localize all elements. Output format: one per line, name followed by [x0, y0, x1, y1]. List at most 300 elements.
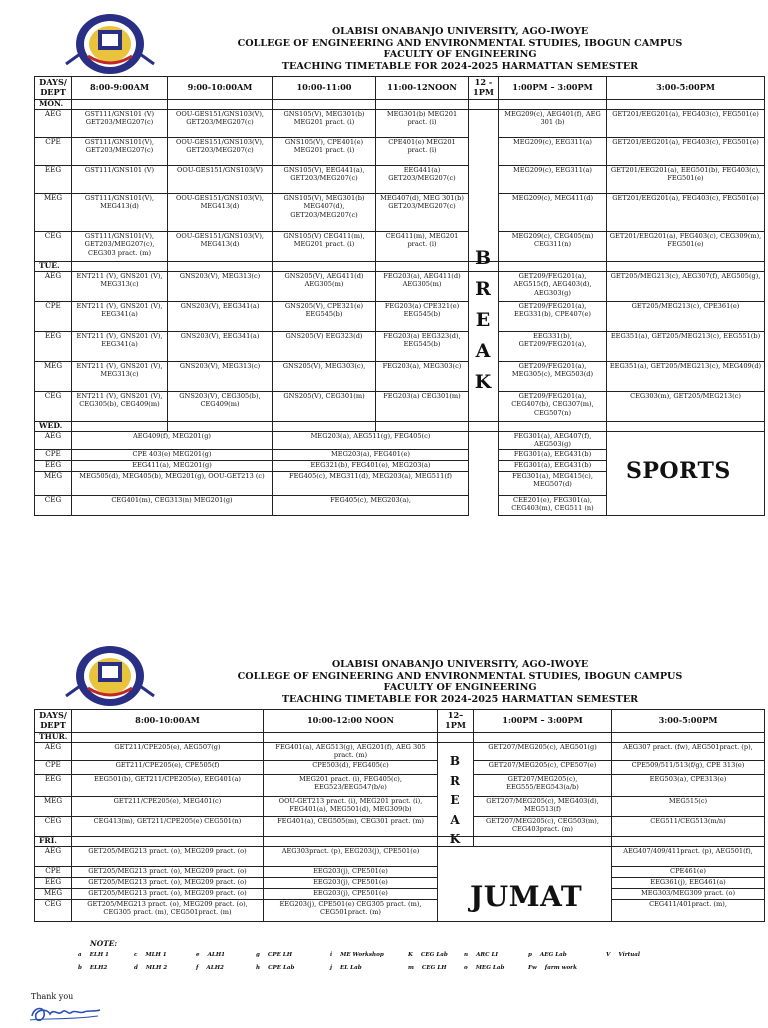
header-slot: 3:00-5:00PM [607, 77, 765, 100]
course-cell: GST111/GNS101(V), MEG413(d) [72, 194, 168, 232]
course-cell: OOU-GES151/GNS103(V), GET203/MEG207(c) [168, 110, 273, 138]
thursday-block [35, 733, 765, 837]
course-cell: FEG301(a), AEG407(f), AEG503(g) [499, 432, 607, 450]
course-cell: MEG203(a), FEG401(e) [273, 450, 469, 461]
day-row [35, 100, 765, 110]
venue-key-item [528, 952, 567, 958]
course-cell: GET207/MEG205(c), AEG501(g) [474, 743, 612, 761]
venue-code: V [606, 952, 611, 958]
empty-cell [273, 262, 376, 272]
course-cell: MEG407(d), MEG 301(b) GET203/MEG207(c) [376, 194, 469, 232]
break-letter: R [450, 773, 460, 788]
course-cell: GET207/MEG205(c), MEG403(d), MEG513(f) [474, 797, 612, 817]
venue-key-item [256, 952, 292, 958]
break-letter: R [475, 278, 491, 300]
venue-code: i [330, 952, 333, 958]
break-letter: A [475, 340, 491, 362]
course-cell: GET209/FEG201(a), CEG407(b), CEG307(m), CEG507(n) [499, 392, 607, 422]
course-cell: EEG331(b), GET209/FEG201(a), [499, 332, 607, 362]
table-row [35, 166, 765, 194]
header-slot: 11:00-12NOON [376, 77, 469, 100]
dept-label: AEG [35, 743, 72, 761]
venue-name: ARC LI [476, 952, 499, 958]
course-cell: OOU-GES151/GNS103(V), MEG413(d) [168, 232, 273, 262]
course-cell: FEG405(c), MEG203(a), [273, 496, 469, 516]
venue-code: p [528, 952, 532, 958]
table-header-row [35, 77, 765, 100]
course-cell: CPE461(e) [612, 867, 765, 878]
venue-key-item [606, 952, 640, 958]
course-cell: ENT211 (V), GNS201 (V), EEG341(a) [72, 332, 168, 362]
course-cell: EEG321(b), FEG401(e), MEG203(a) [273, 461, 469, 472]
faculty-name: FACULTY OF ENGINEERING [383, 682, 537, 694]
dept-label: EEG [35, 878, 72, 889]
venue-code: j [330, 965, 333, 971]
course-cell: MEG203(a), AEG511(g), FEG405(c) [273, 432, 469, 450]
venue-name: MLH 1 [145, 952, 167, 958]
table-row [35, 775, 765, 797]
header-slot: 8:00-9:00AM [72, 77, 168, 100]
break-letter: K [449, 832, 461, 846]
break-cell [469, 496, 499, 516]
break-letter: K [474, 371, 492, 393]
course-cell: ENT211 (V), GNS201 (V), MEG313(c) [72, 272, 168, 302]
course-cell: EEG361(j), EEG461(a) [612, 878, 765, 889]
empty-cell [168, 422, 273, 432]
course-cell: CEG303(m), GET205/MEG213(c) [607, 392, 765, 422]
empty-cell [72, 837, 264, 847]
header-slot: 1:00PM – 3:00PM [499, 77, 607, 100]
course-cell: GET211/CPE205(e), CPE505(f) [72, 761, 264, 775]
course-cell: GET211/CPE205(e), AEG507(g) [72, 743, 264, 761]
header-break: 12– 1PM [438, 710, 474, 733]
table-row [35, 272, 765, 302]
dept-label: MEG [35, 889, 72, 900]
course-cell: MEG209(c), MEG411(d) [499, 194, 607, 232]
empty-cell [72, 100, 168, 110]
dept-label: MEG [35, 472, 72, 496]
course-cell: EEG203(j), CPE501(e) [264, 867, 438, 878]
dept-label: CEG [35, 817, 72, 837]
break-letter: B [449, 754, 461, 768]
course-cell: EEG203(j), CPE501(e) [264, 889, 438, 900]
college-name: COLLEGE OF ENGINEERING AND ENVIRONMENTAL STUDIES, IBOGUN CAMPUS [237, 670, 683, 682]
tuesday-block [35, 262, 765, 422]
university-logo [58, 642, 162, 710]
page-header [170, 659, 750, 705]
venue-key-item [196, 965, 224, 971]
course-cell: MEG303/MEG309 pract. (o) [612, 889, 765, 900]
course-cell: FEG405(c), MEG311(d), MEG203(a), MEG511(f) [273, 472, 469, 496]
venue-name: MLH 2 [145, 965, 168, 971]
course-cell: GET201/EEG201(a), FEG403(c), FEG501(e) [607, 110, 765, 138]
venue-code: o [464, 965, 468, 971]
venue-key-item [134, 952, 167, 958]
course-cell: GET207/MEG205(c), CEG503(m), CEG403pract. (m) [474, 817, 612, 837]
course-cell: GNS203(V), MEG313(c) [168, 362, 273, 392]
venue-code: d [134, 965, 138, 971]
course-cell: GET205/MEG213 pract. (o), MEG209 pract. (o), CEG305 pract. (m), CEG501pract. (m) [72, 900, 264, 922]
table-row [35, 797, 765, 817]
course-cell: GST111/GNS101 (V) [72, 166, 168, 194]
course-cell: EEG411(a), MEG201(g) [72, 461, 273, 472]
table-row [35, 194, 765, 232]
course-cell: GET205/MEG213 pract. (o), MEG209 pract. (o) [72, 847, 264, 867]
venue-name: ME Workshop [340, 952, 384, 958]
friday-block [35, 837, 765, 922]
venue-name: CPE LH [267, 952, 293, 958]
dept-label: CPE [35, 138, 72, 166]
timetable-title: TEACHING TIMETABLE FOR 2024-2025 HARMATTAN SEMESTER [281, 60, 639, 72]
course-cell: GNS203(V), EEG341(a) [168, 332, 273, 362]
course-cell: GNS203(V), MEG313(c) [168, 272, 273, 302]
course-cell: GET201/EEG201(a), FEG403(c), CEG309(m), FEG501(e) [607, 232, 765, 262]
break-cell [469, 138, 499, 166]
course-cell: GET209/FEG201(a), AEG515(f), AEG403(d), AEG303(g) [499, 272, 607, 302]
course-cell: GNS205(V), CEG301(m) [273, 392, 376, 422]
header-days-dept: DAYS/ DEPT [35, 77, 72, 100]
course-cell: CPE509/511/513(f/g), CPE 313(e) [612, 761, 765, 775]
course-cell: GNS205(V) EEG323(d) [273, 332, 376, 362]
day-label: FRI. [35, 837, 72, 847]
empty-cell [469, 100, 499, 110]
course-cell: OOU-GES151/GNS103(V) [168, 166, 273, 194]
dept-label: CPE [35, 450, 72, 461]
table-row [35, 138, 765, 166]
course-cell: FEG301(a), MEG415(c), MEG507(d) [499, 472, 607, 496]
dept-label: EEG [35, 775, 72, 797]
course-cell: GNS205(V), CPE321(e) EEG545(b) [273, 302, 376, 332]
course-cell: GNS203(V), CEG305(b), CEG409(m) [168, 392, 273, 422]
table-row [35, 817, 765, 837]
dept-label: AEG [35, 847, 72, 867]
empty-cell [376, 422, 469, 432]
college-name: COLLEGE OF ENGINEERING AND ENVIRONMENTAL STUDIES, IBOGUN CAMPUS [237, 37, 683, 49]
venue-key-item [330, 952, 384, 958]
table-row [35, 432, 765, 450]
empty-cell [612, 837, 765, 847]
venue-name: EL Lab [340, 965, 362, 971]
header-slot: 10:00-12:00 NOON [264, 710, 438, 733]
venue-name: CEG Lab [420, 952, 448, 958]
course-cell: CEG411(m), MEG201 pract. (i) [376, 232, 469, 262]
course-cell: FEG203(a) CEG301(m) [376, 392, 469, 422]
day-label: WED. [35, 422, 72, 432]
course-cell: CEE201(e), FEG301(a), CEG403(m), CEG511 (n) [499, 496, 607, 516]
venue-name: CEG LH [421, 965, 447, 971]
course-cell: OOU-GES151/GNS103(V), MEG413(d) [168, 194, 273, 232]
course-cell: EEG351(a), GET205/MEG213(c), EEG551(b) [607, 332, 765, 362]
course-cell: GET209/FEG201(a), MEG305(c), MEG503(d) [499, 362, 607, 392]
course-cell: GST111/GNS101(V), GET203/MEG207(c) [72, 138, 168, 166]
empty-cell [474, 733, 612, 743]
course-cell: GET205/MEG213 pract. (o), MEG209 pract. (o) [72, 867, 264, 878]
header-slot: 9:00-10:00AM [168, 77, 273, 100]
table-row [35, 743, 765, 761]
table-row [35, 889, 765, 900]
course-cell: MEG209(c), AEG401(f), AEG 301 (b) [499, 110, 607, 138]
table-row [35, 900, 765, 922]
venue-key-item [528, 965, 577, 971]
course-cell: CEG411/401pract. (m), [612, 900, 765, 922]
break-letter: E [450, 793, 460, 807]
empty-cell [264, 837, 438, 847]
header-slot: 8:00-10:00AM [72, 710, 264, 733]
header-slot: 10:00-11:00 [273, 77, 376, 100]
course-cell: CEG511/CEG513(m/n) [612, 817, 765, 837]
venue-code: Fw [528, 965, 537, 971]
empty-cell [469, 422, 499, 432]
page-header [170, 26, 750, 72]
course-cell: GNS105(V), MEG301(b) MEG407(d), GET203/MEG207(c) [273, 194, 376, 232]
empty-cell [499, 100, 607, 110]
course-cell: ENT211 (V), GNS201 (V), EEG341(a) [72, 302, 168, 332]
course-cell: GNS203(V), EEG341(a) [168, 302, 273, 332]
empty-cell [273, 100, 376, 110]
empty-cell [607, 262, 765, 272]
venue-code: K [408, 952, 413, 958]
course-cell: GNS105(V), MEG301(b) MEG201 pract. (i) [273, 110, 376, 138]
empty-cell [499, 422, 607, 432]
table-row [35, 302, 765, 332]
break-cell [469, 194, 499, 232]
course-cell: CEG401(m), CEG313(n) MEG201(g) [72, 496, 273, 516]
faculty-name: FACULTY OF ENGINEERING [383, 49, 537, 61]
venue-code: b [78, 965, 82, 971]
course-cell: OOU-GET213 pract. (i), MEG201 pract. (i), FEG401(a), MEG501(d), MEG309(b) [264, 797, 438, 817]
course-cell: EEG351(a), GET205/MEG213(c), MEG409(d) [607, 362, 765, 392]
venue-key-item [408, 952, 448, 958]
venue-key-item [78, 952, 109, 958]
course-cell: MEG505(d), MEG405(b), MEG201(g), OOU-GET213 (c) [72, 472, 273, 496]
day-row [35, 262, 765, 272]
dept-label: EEG [35, 332, 72, 362]
dept-label: CEG [35, 392, 72, 422]
thank-you-text: Thank you [31, 992, 74, 1001]
venue-name: Virtual [618, 952, 641, 958]
break-cell [469, 166, 499, 194]
day-row [35, 733, 765, 743]
break-letter: E [475, 309, 491, 331]
course-cell: EEG203(j), CPE501(e) CEG305 pract. (m), CEG501pract. (m) [264, 900, 438, 922]
empty-cell [273, 422, 376, 432]
course-cell: EEG203(j), CPE501(e) [264, 878, 438, 889]
empty-cell [168, 100, 273, 110]
course-cell: GNS105(V), CPE401(e) MEG201 pract. (i) [273, 138, 376, 166]
dept-label: AEG [35, 110, 72, 138]
empty-cell [499, 262, 607, 272]
venue-code: h [256, 965, 261, 971]
dept-label: CEG [35, 900, 72, 922]
jumat-label: JUMAT [470, 880, 583, 913]
table-row [35, 867, 765, 878]
venue-name: ELH 1 [89, 952, 109, 958]
course-cell: CPE 403(e) MEG201(g) [72, 450, 273, 461]
table-row [35, 761, 765, 775]
course-cell: MEG201 pract. (i), FEG405(c), EEG523/EEG547(b/e) [264, 775, 438, 797]
table-row [35, 392, 765, 422]
venue-key-item [78, 965, 107, 971]
day-row [35, 422, 765, 432]
course-cell: MEG301(b) MEG201 pract. (i) [376, 110, 469, 138]
dept-label: CEG [35, 496, 72, 516]
course-cell: EEG501(b), GET211/CPE205(e), EEG401(a) [72, 775, 264, 797]
course-cell: GET207/MEG205(c), EEG555/EEG543(a/b) [474, 775, 612, 797]
break-cell [469, 110, 499, 138]
empty-cell [168, 262, 273, 272]
course-cell: CEG413(m), GET211/CPE205(e) CEG501(n) [72, 817, 264, 837]
venue-name: farm work [544, 965, 578, 971]
course-cell: FEG401(a), AEG513(g), AEG201(f), AEG 305 pract. (m) [264, 743, 438, 761]
course-cell: GNS205(V), AEG411(d) AEG305(m) [273, 272, 376, 302]
course-cell: GET205/MEG213 pract. (o), MEG209 pract. (o) [72, 878, 264, 889]
course-cell: MEG515(c) [612, 797, 765, 817]
timetable-title: TEACHING TIMETABLE FOR 2024-2025 HARMATTAN SEMESTER [281, 693, 639, 705]
break-letter: B [474, 247, 492, 269]
dept-label: MEG [35, 797, 72, 817]
empty-cell [72, 733, 264, 743]
venue-code: n [464, 952, 469, 958]
venue-name: ALH2 [206, 965, 224, 971]
course-cell: FEG401(a), CEG505(m), CEG301 pract. (m) [264, 817, 438, 837]
header-slot: 3:00-5:00PM [612, 710, 765, 733]
course-cell: ENT211 (V), GNS201 (V), MEG313(c) [72, 362, 168, 392]
course-cell: EEG441(a) GET203/MEG207(c) [376, 166, 469, 194]
course-cell: MEG209(c), EEG311(a) [499, 138, 607, 166]
venue-name: ELH2 [89, 965, 108, 971]
course-cell: GET201/EEG201(a), FEG403(c), FEG501(e) [607, 138, 765, 166]
venue-code: g [256, 952, 260, 958]
course-cell: MEG209(c), EEG311(a) [499, 166, 607, 194]
dept-label: AEG [35, 272, 72, 302]
empty-cell [474, 837, 612, 847]
course-cell: AEG307 pract. (fw), AEG501pract. (p), [612, 743, 765, 761]
venue-key-item [256, 965, 294, 971]
course-cell: GET205/MEG213(c), AEG307(f), AEG505(g), [607, 272, 765, 302]
course-cell: FEG203(a), AEG411(d) AEG305(m) [376, 272, 469, 302]
dept-label: EEG [35, 461, 72, 472]
course-cell: GET205/MEG213 pract. (o), MEG209 pract. (o) [72, 889, 264, 900]
venue-key-item [330, 965, 362, 971]
course-cell: GET207/MEG205(c), CPE507(e) [474, 761, 612, 775]
sports-label: SPORTS [626, 458, 731, 484]
dept-label: CPE [35, 302, 72, 332]
dept-label: MEG [35, 194, 72, 232]
course-cell: AEG407/409/411pract. (p), AEG501(f), [612, 847, 765, 867]
venue-code: m [408, 965, 414, 971]
break-cell [469, 472, 499, 496]
course-cell: GET205/MEG213(c), CPE361(e) [607, 302, 765, 332]
course-cell: FEG203(a) CPE321(e) EEG545(b) [376, 302, 469, 332]
empty-cell [376, 100, 469, 110]
venue-code: a [78, 952, 82, 958]
venue-name: CPE Lab [268, 965, 295, 971]
day-label: TUE. [35, 262, 72, 272]
course-cell: GNS205(V), MEG303(c), [273, 362, 376, 392]
course-cell: CPE503(d), FEG405(c) [264, 761, 438, 775]
course-cell: CPE401(e) MEG201 pract. (i) [376, 138, 469, 166]
course-cell: GET201/EEG201(a), EEG501(b), FEG403(c), FEG501(e) [607, 166, 765, 194]
empty-cell [72, 422, 168, 432]
venue-code: c [134, 952, 138, 958]
venue-key-item [134, 965, 167, 971]
course-cell: OOU-GES151/GNS103(V), GET203/MEG207(c) [168, 138, 273, 166]
timetable-thu-fri [34, 709, 765, 922]
table-row [35, 332, 765, 362]
empty-cell [376, 262, 469, 272]
dept-label: CPE [35, 761, 72, 775]
day-row [35, 837, 765, 847]
course-cell: GET211/CPE205(e), MEG401(c) [72, 797, 264, 817]
table-header-row [35, 710, 765, 733]
break-cell [469, 461, 499, 472]
course-cell: FEG203(a), MEG303(c) [376, 362, 469, 392]
course-cell: ENT211 (V), GNS201 (V), CEG305(b), CEG409(m) [72, 392, 168, 422]
break-letter: A [450, 812, 460, 827]
venue-name: AEG Lab [539, 952, 567, 958]
course-cell: FEG301(a), EEG431(b) [499, 461, 607, 472]
venue-code: f [196, 965, 199, 971]
dept-label: AEG [35, 432, 72, 450]
course-cell: GST111/GNS101 (V) GET203/MEG207(c) [72, 110, 168, 138]
university-name: OLABISI ONABANJO UNIVERSITY, AGO-IWOYE [331, 659, 589, 670]
venue-name: MEG Lab [475, 965, 505, 971]
course-cell: GST111/GNS101(V), GET203/MEG207(c), CEG303 pract. (m) [72, 232, 168, 262]
course-cell: FEG301(a), EEG431(b) [499, 450, 607, 461]
timetable-mon-wed [34, 76, 765, 516]
venue-key-item [464, 952, 498, 958]
empty-cell [607, 422, 765, 432]
table-row [35, 110, 765, 138]
dept-label: EEG [35, 166, 72, 194]
empty-cell [438, 733, 474, 743]
note-label: NOTE: [90, 939, 118, 948]
dept-label: CPE [35, 867, 72, 878]
course-cell: GNS105(V) CEG411(m), MEG201 pract. (i) [273, 232, 376, 262]
empty-cell [612, 733, 765, 743]
table-row [35, 847, 765, 867]
table-row [35, 878, 765, 889]
course-cell: FEG203(a) EEG323(d), EEG545(b) [376, 332, 469, 362]
university-name: OLABISI ONABANJO UNIVERSITY, AGO-IWOYE [331, 26, 589, 37]
monday-block [35, 100, 765, 262]
university-logo [58, 10, 162, 78]
venue-key-item [464, 965, 504, 971]
table-row [35, 362, 765, 392]
dept-label: CEG [35, 232, 72, 262]
header-break: 12 - 1PM [469, 77, 499, 100]
empty-cell [607, 100, 765, 110]
table-row [35, 232, 765, 262]
course-cell: GET209/FEG201(a), EEG331(b), CPE407(e) [499, 302, 607, 332]
venue-key-item [196, 952, 225, 958]
venue-key-item [408, 965, 447, 971]
day-label: THUR. [35, 733, 72, 743]
course-cell: MEG209(c), CEG405(m) CEG311(n) [499, 232, 607, 262]
dept-label: MEG [35, 362, 72, 392]
header-slot: 1:00PM – 3:00PM [474, 710, 612, 733]
course-cell: GNS105(V), EEG441(a), GET203/MEG207(c) [273, 166, 376, 194]
day-label: MON. [35, 100, 72, 110]
empty-cell [72, 262, 168, 272]
header-days-dept: DAYS/ DEPT [35, 710, 72, 733]
break-cell [469, 432, 499, 450]
venue-code: e [196, 952, 200, 958]
course-cell: AEG409(f), MEG201(g) [72, 432, 273, 450]
course-cell: EEG503(a), CPE313(e) [612, 775, 765, 797]
venue-name: ALH1 [207, 952, 226, 958]
course-cell: GET201/EEG201(a), FEG403(c), FEG501(e) [607, 194, 765, 232]
